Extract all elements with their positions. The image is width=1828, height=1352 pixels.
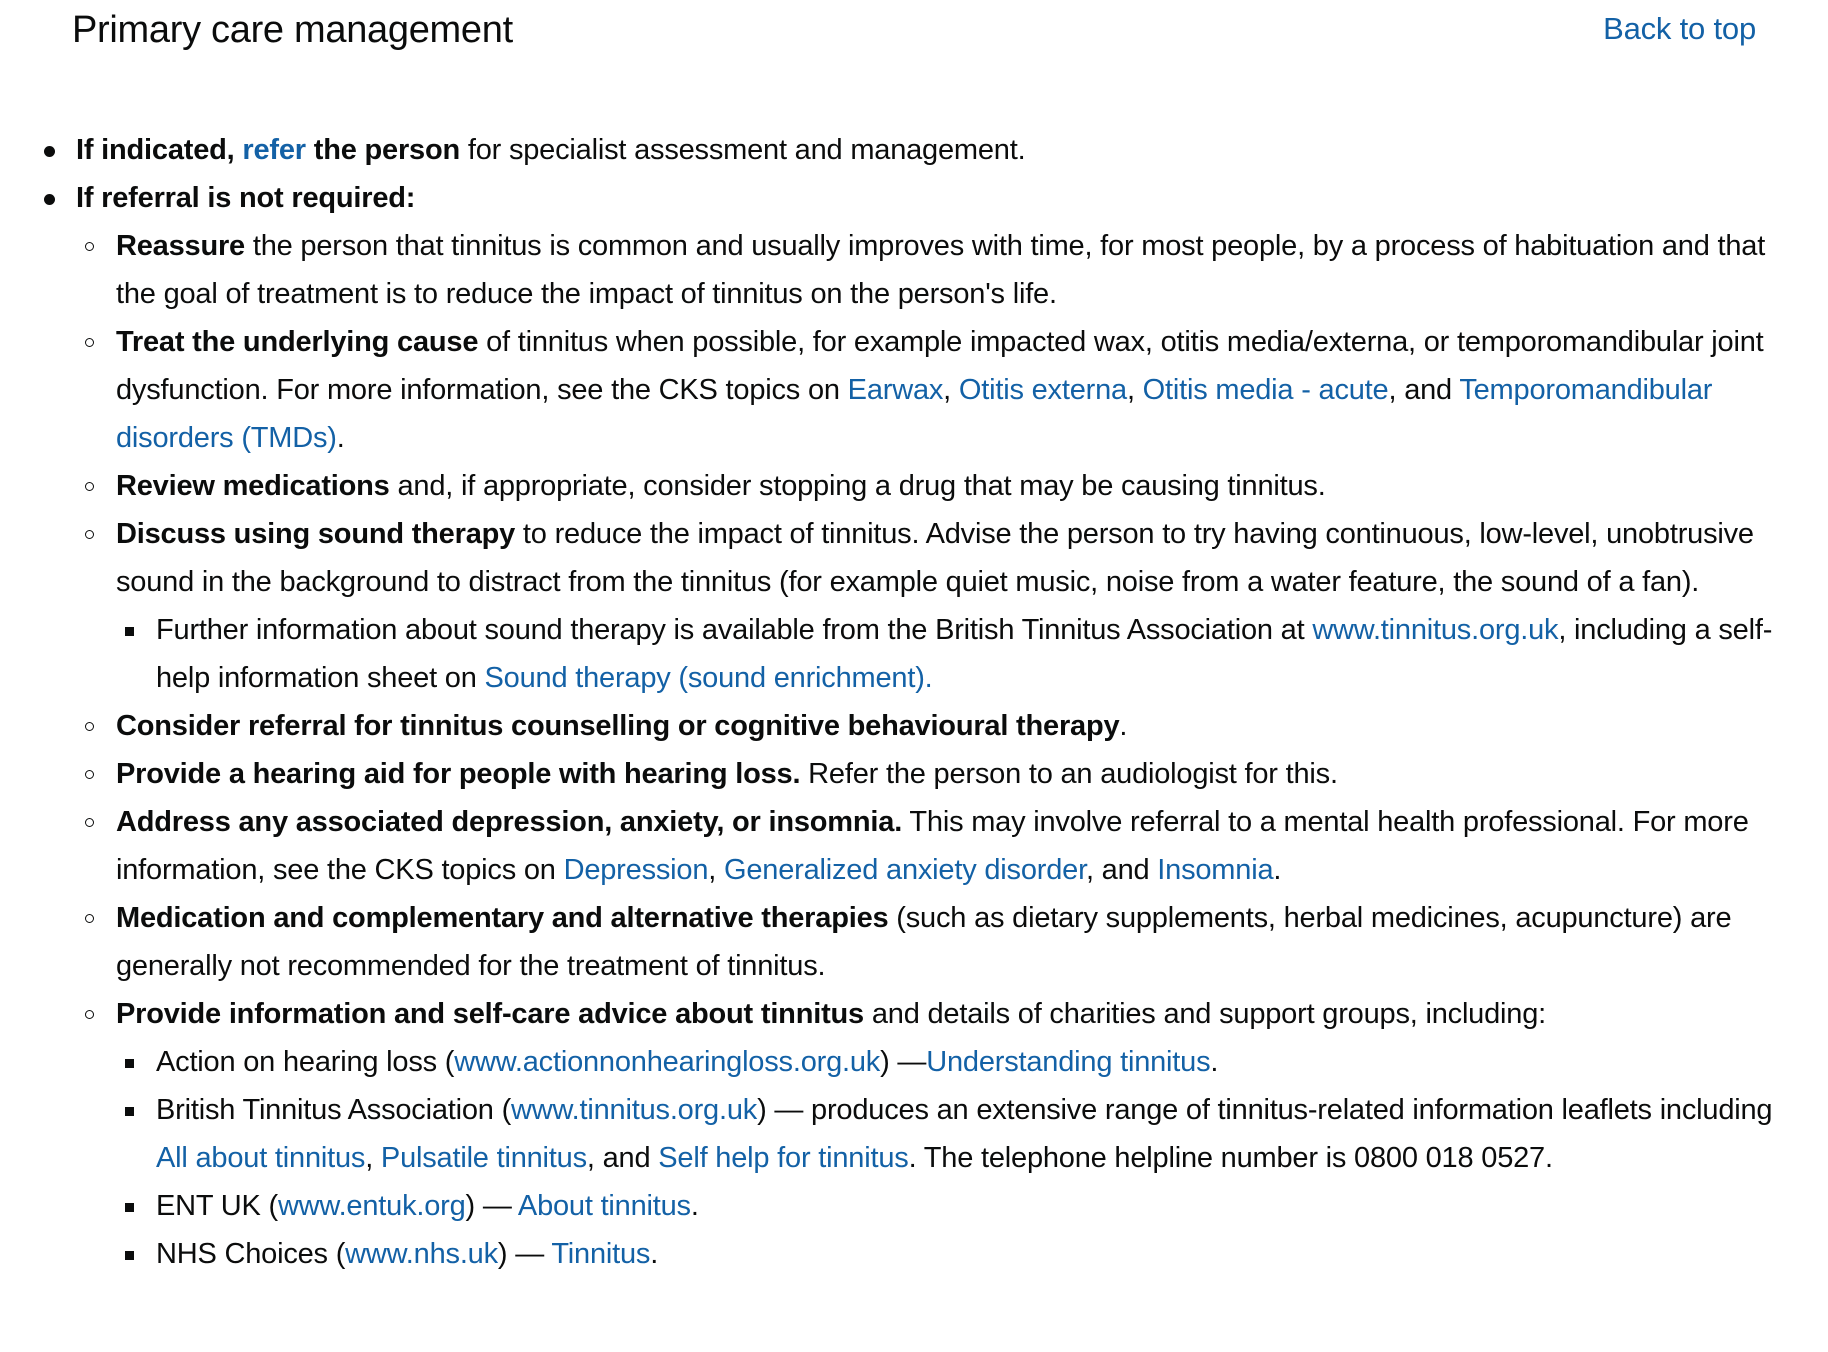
management-list	[36, 126, 1792, 1278]
generalized-anxiety-link[interactable]: Generalized anxiety disorder	[723, 854, 1086, 886]
list-item-reassure: Reassure the person that tinnitus is common and usually improves with time, for most people, by a process of habituation and that the goal of treatment is to reduce the impact of tinnitus on the person's life.	[76, 222, 1792, 318]
entuk-site-link[interactable]: www.entuk.org	[277, 1190, 466, 1222]
bullet-disc-icon	[44, 194, 55, 205]
sound-therapy-sheet-link[interactable]: Sound therapy (sound enrichment).	[484, 662, 933, 694]
bullet-square-icon	[125, 1203, 134, 1212]
action-hearing-loss-site-link[interactable]: www.actionnonhearingloss.org.uk	[454, 1046, 881, 1078]
about-tinnitus-link[interactable]: About tinnitus	[517, 1190, 691, 1222]
list-item-further-info: Further information about sound therapy is available from the British Tinnitus Association at www.tinnitus.org.uk, including a self-help information sheet on Sound therapy (sound enrichment).	[116, 606, 1792, 702]
nhs-site-link[interactable]: www.nhs.uk	[345, 1238, 498, 1270]
bullet-circle-icon	[85, 722, 94, 731]
bullet-circle-icon	[85, 770, 94, 779]
all-about-tinnitus-link[interactable]: All about tinnitus	[156, 1142, 366, 1174]
bullet-circle-icon	[85, 1010, 94, 1019]
no-referral-sublist	[76, 222, 1792, 1278]
bullet-disc-icon	[44, 146, 55, 157]
list-item-no-referral	[36, 174, 1792, 1278]
section-title: Primary care management	[72, 9, 513, 51]
list-item-review-medications: Review medications and, if appropriate, consider stopping a drug that may be causing tinnitus.	[76, 462, 1792, 510]
depression-link[interactable]: Depression	[563, 854, 709, 886]
support-group-nhs-choices: NHS Choices (www.nhs.uk) — Tinnitus.	[116, 1230, 1792, 1278]
tinnitus-org-link[interactable]: www.tinnitus.org.uk	[1312, 614, 1559, 646]
otitis-externa-link[interactable]: Otitis externa	[958, 374, 1127, 406]
understanding-tinnitus-link[interactable]: Understanding tinnitus	[926, 1046, 1211, 1078]
insomnia-link[interactable]: Insomnia	[1157, 854, 1274, 886]
list-item-refer	[36, 126, 1792, 174]
tmd-link[interactable]: Temporomandibular disorders (TMDs)	[116, 374, 1713, 454]
earwax-link[interactable]: Earwax	[847, 374, 944, 406]
bullet-circle-icon	[85, 338, 94, 347]
support-groups-list	[116, 1038, 1792, 1278]
support-group-british-tinnitus-association: British Tinnitus Association (www.tinnitus.org.uk) — produces an extensive range of tinnitus-related information leaflets including All about tinnitus, Pulsatile tinnitus, and Self help for tinnitus. The telephone helpline number is 0800 018 0527.	[116, 1086, 1792, 1182]
list-item-counselling: Consider referral for tinnitus counselling or cognitive behavioural therapy.	[76, 702, 1792, 750]
bta-site-link[interactable]: www.tinnitus.org.uk	[511, 1094, 758, 1126]
nhs-tinnitus-link[interactable]: Tinnitus	[551, 1238, 651, 1270]
bullet-circle-icon	[85, 242, 94, 251]
list-item-depression: Address any associated depression, anxiety, or insomnia. This may involve referral to a mental health professional. For more information, see the CKS topics on Depression, Generalized anxiety disorder, and Insomnia.	[76, 798, 1792, 894]
pulsatile-tinnitus-link[interactable]: Pulsatile tinnitus	[380, 1142, 587, 1174]
bullet-square-icon	[125, 1059, 134, 1068]
bullet-square-icon	[125, 1251, 134, 1260]
no-referral-heading: If referral is not required:	[76, 182, 416, 214]
bullet-circle-icon	[85, 482, 94, 491]
bullet-square-icon	[125, 1107, 134, 1116]
bullet-square-icon	[125, 627, 134, 636]
support-group-ent-uk: ENT UK (www.entuk.org) — About tinnitus.	[116, 1182, 1792, 1230]
list-item-medication-cam: Medication and complementary and alternative therapies (such as dietary supplements, herbal medicines, acupuncture) are generally not recommended for the treatment of tinnitus.	[76, 894, 1792, 990]
list-item-self-care-info: Provide information and self-care advice about tinnitus and details of charities and support groups, including: Action on hearing loss (www.actionnonhearingloss.org.uk) —Understanding tinnitus. British Tinnitus Association (www.tinnitus.org.uk) — produces an extensive range of tinnitus-related information leaflets including All about tinnitus, Pulsatile tinnitus, and Self help for tinnitus. The telephone helpline number is 0800 018 0527. ENT UK (www.entuk.org) — About tinnitus. NHS Choices (www.nhs.uk) — Tinnitus.	[76, 990, 1792, 1278]
support-group-action-on-hearing-loss: Action on hearing loss (www.actionnonhearingloss.org.uk) —Understanding tinnitus.	[116, 1038, 1792, 1086]
refer-link[interactable]: refer	[242, 134, 306, 166]
bullet-circle-icon	[85, 818, 94, 827]
list-item-sound-therapy: Discuss using sound therapy to reduce the impact of tinnitus. Advise the person to try having continuous, low-level, unobtrusive sound in the background to distract from the tinnitus (for example quiet music, noise from a water feature, the sound of a fan). Further information about sound therapy is available from the British Tinnitus Association at www.tinnitus.org.uk, including a self-help information sheet on Sound therapy (sound enrichment).	[76, 510, 1792, 702]
list-item-hearing-aid: Provide a hearing aid for people with hearing loss. Refer the person to an audiologist for this.	[76, 750, 1792, 798]
section-header	[36, 0, 1792, 70]
list-item-text: If indicated, refer the person for specialist assessment and management.	[76, 134, 1026, 166]
sound-therapy-sublist	[116, 606, 1792, 702]
back-to-top-link[interactable]: Back to top	[1603, 11, 1756, 46]
otitis-media-acute-link[interactable]: Otitis media - acute	[1142, 374, 1389, 406]
list-item-treat-cause: Treat the underlying cause of tinnitus when possible, for example impacted wax, otitis media/externa, or temporomandibular joint dysfunction. For more information, see the CKS topics on Earwax, Otitis externa, Otitis media - acute, and Temporomandibular disorders (TMDs).	[76, 318, 1792, 462]
bullet-circle-icon	[85, 530, 94, 539]
bullet-circle-icon	[85, 914, 94, 923]
self-help-tinnitus-link[interactable]: Self help for tinnitus	[658, 1142, 909, 1174]
